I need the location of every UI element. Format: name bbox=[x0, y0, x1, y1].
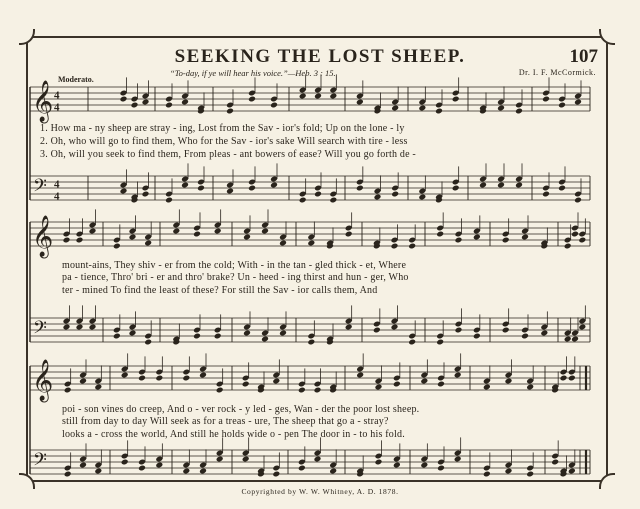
note-head bbox=[356, 99, 364, 106]
note-head bbox=[408, 243, 416, 250]
note-head bbox=[526, 471, 534, 478]
note-head bbox=[307, 240, 315, 247]
note-head bbox=[165, 102, 173, 109]
lyric-line: 1. How ma - ny sheep are stray - ing, Lost from the Sav - ior's fold; Up on the lone - ly bbox=[40, 123, 405, 134]
note-head bbox=[314, 191, 322, 198]
note-head bbox=[454, 372, 462, 379]
note-head bbox=[505, 378, 513, 385]
note-head bbox=[558, 102, 566, 109]
note-head bbox=[243, 234, 251, 241]
note-head bbox=[558, 185, 566, 192]
note-head bbox=[89, 228, 97, 235]
note-head bbox=[329, 93, 337, 100]
composer-credit: Dr. I. F. McCormick. bbox=[518, 68, 596, 77]
note-head bbox=[226, 188, 234, 195]
note-head bbox=[479, 182, 487, 189]
note-head bbox=[298, 465, 306, 472]
note-head bbox=[437, 465, 445, 472]
note-head bbox=[299, 93, 307, 100]
lyric-line: ter - mined To find the least of these? For still the Sav - ior calls them, And bbox=[62, 285, 378, 296]
lyric-line: still from day to day Will seek as for a treas - ure, The sheep that go a - stray? bbox=[62, 416, 389, 427]
copyright-notice: Copyrighted by W. W. Whitney, A. D. 1878. bbox=[241, 487, 399, 496]
note-head bbox=[63, 237, 71, 244]
note-head bbox=[497, 105, 505, 112]
note-head bbox=[182, 375, 190, 382]
note-head bbox=[473, 333, 481, 340]
note-head bbox=[437, 381, 445, 388]
note-head bbox=[420, 462, 428, 469]
note-head bbox=[76, 237, 84, 244]
note-head bbox=[165, 197, 173, 204]
note-head bbox=[568, 375, 576, 382]
note-head bbox=[502, 327, 510, 334]
lyric-line: poi - son vines do creep, And o - ver rock - y led - ges, Wan - der the poor lost sheep. bbox=[62, 404, 420, 415]
note-head bbox=[435, 108, 443, 115]
note-head bbox=[155, 462, 163, 469]
note-head bbox=[515, 182, 523, 189]
note-head bbox=[120, 188, 128, 195]
note-head bbox=[94, 384, 102, 391]
lyric-line: 2. Oh, who will go to find them, Who for the Sav - ior's sake Will search with tire - less bbox=[40, 136, 408, 147]
note-head bbox=[505, 468, 513, 475]
treble-clef-icon: 𝄞 bbox=[32, 80, 54, 122]
note-head bbox=[113, 333, 121, 340]
bass-clef-icon: 𝄢 bbox=[33, 176, 47, 202]
note-head bbox=[279, 240, 287, 247]
note-head bbox=[299, 197, 307, 204]
note-head bbox=[420, 378, 428, 385]
time-signature: 4 bbox=[54, 101, 60, 114]
note-head bbox=[314, 93, 322, 100]
lyric-line: looks a - cross the world, And still he holds wide o - pen The door in - to his fold. bbox=[62, 429, 405, 440]
note-head bbox=[181, 99, 189, 106]
note-head bbox=[144, 339, 152, 346]
note-head bbox=[564, 243, 572, 250]
note-head bbox=[391, 324, 399, 331]
note-head bbox=[408, 339, 416, 346]
note-head bbox=[144, 240, 152, 247]
note-head bbox=[329, 468, 337, 475]
note-head bbox=[272, 378, 280, 385]
note-head bbox=[216, 387, 224, 394]
note-head bbox=[279, 330, 287, 337]
note-head bbox=[129, 330, 137, 337]
note-head bbox=[542, 96, 550, 103]
note-head bbox=[375, 459, 383, 466]
note-head bbox=[542, 191, 550, 198]
note-head bbox=[129, 234, 137, 241]
note-head bbox=[521, 234, 529, 241]
note-head bbox=[181, 182, 189, 189]
time-signature: 4 bbox=[54, 178, 60, 191]
note-head bbox=[113, 243, 121, 250]
note-head bbox=[272, 471, 280, 478]
note-head bbox=[454, 456, 462, 463]
note-head bbox=[452, 185, 460, 192]
note-head bbox=[138, 465, 146, 472]
note-head bbox=[120, 96, 128, 103]
note-head bbox=[121, 459, 129, 466]
note-head bbox=[452, 96, 460, 103]
bass-clef-icon: 𝄢 bbox=[33, 318, 47, 344]
note-head bbox=[578, 237, 586, 244]
note-head bbox=[193, 333, 201, 340]
note-head bbox=[515, 108, 523, 115]
note-head bbox=[261, 336, 269, 343]
note-head bbox=[199, 468, 207, 475]
lyric-line: pa - tience, Thro' bri - er and thro' brake? Un - heed - ing thirst and hun - ger, Who bbox=[62, 272, 409, 283]
time-signature: 4 bbox=[54, 190, 60, 203]
note-head bbox=[497, 182, 505, 189]
note-head bbox=[418, 105, 426, 112]
note-head bbox=[197, 185, 205, 192]
note-head bbox=[307, 339, 315, 346]
note-head bbox=[76, 324, 84, 331]
note-head bbox=[574, 99, 582, 106]
note-head bbox=[391, 191, 399, 198]
note-head bbox=[142, 99, 150, 106]
note-head bbox=[571, 336, 579, 343]
note-head bbox=[374, 194, 382, 201]
time-signature: 4 bbox=[54, 89, 60, 102]
note-head bbox=[418, 194, 426, 201]
note-head bbox=[314, 387, 322, 394]
page-number: 107 bbox=[569, 46, 598, 67]
note-head bbox=[373, 327, 381, 334]
note-head bbox=[248, 185, 256, 192]
tempo-marking: Moderato. bbox=[58, 75, 94, 84]
note-head bbox=[79, 378, 87, 385]
note-head bbox=[375, 384, 383, 391]
note-head bbox=[540, 330, 548, 337]
note-head bbox=[121, 372, 129, 379]
note-head bbox=[89, 324, 97, 331]
bass-clef-icon: 𝄢 bbox=[33, 450, 47, 476]
note-head bbox=[521, 333, 529, 340]
note-head bbox=[502, 237, 510, 244]
note-head bbox=[345, 324, 353, 331]
note-head bbox=[356, 185, 364, 192]
note-head bbox=[64, 471, 72, 478]
note-head bbox=[94, 468, 102, 475]
note-head bbox=[455, 237, 463, 244]
note-head bbox=[155, 375, 163, 382]
note-head bbox=[564, 336, 572, 343]
note-head bbox=[436, 231, 444, 238]
note-head bbox=[242, 456, 250, 463]
note-head bbox=[391, 105, 399, 112]
note-head bbox=[571, 231, 579, 238]
note-head bbox=[356, 372, 364, 379]
note-head bbox=[393, 381, 401, 388]
note-head bbox=[568, 468, 576, 475]
note-head bbox=[63, 324, 71, 331]
note-head bbox=[248, 96, 256, 103]
hymn-title: SEEKING THE LOST SHEEP. bbox=[174, 46, 466, 67]
treble-clef-icon: 𝄞 bbox=[32, 215, 54, 257]
note-head bbox=[483, 471, 491, 478]
note-head bbox=[345, 231, 353, 238]
note-head bbox=[578, 324, 586, 331]
scripture-epigraph: “To-day, if ye will hear his voice.”—Heb. 3 : 15. bbox=[170, 68, 336, 78]
note-head bbox=[214, 333, 222, 340]
note-head bbox=[64, 387, 72, 394]
note-head bbox=[314, 456, 322, 463]
note-head bbox=[298, 387, 306, 394]
note-head bbox=[329, 197, 337, 204]
note-head bbox=[551, 459, 559, 466]
note-head bbox=[473, 234, 481, 241]
note-head bbox=[243, 330, 251, 337]
note-head bbox=[270, 182, 278, 189]
note-head bbox=[199, 372, 207, 379]
note-head bbox=[393, 462, 401, 469]
note-head bbox=[216, 456, 224, 463]
note-head bbox=[226, 108, 234, 115]
note-head bbox=[560, 375, 568, 382]
note-head bbox=[182, 468, 190, 475]
note-head bbox=[138, 375, 146, 382]
note-head bbox=[436, 339, 444, 346]
note-head bbox=[79, 462, 87, 469]
note-head bbox=[131, 102, 139, 109]
note-head bbox=[193, 231, 201, 238]
note-head bbox=[270, 102, 278, 109]
treble-clef-icon: 𝄞 bbox=[32, 359, 54, 401]
note-head bbox=[214, 228, 222, 235]
note-head bbox=[142, 191, 150, 198]
lyric-line: 3. Oh, will you seek to find them, From pleas - ant bowers of ease? Will you go forth de - bbox=[40, 149, 416, 160]
note-head bbox=[526, 384, 534, 391]
note-head bbox=[242, 381, 250, 388]
note-head bbox=[574, 197, 582, 204]
note-head bbox=[261, 228, 269, 235]
note-head bbox=[455, 327, 463, 334]
note-head bbox=[391, 243, 399, 250]
lyric-line: mount-ains, They shiv - er from the cold; With - in the tan - gled thick - et, Where bbox=[62, 260, 407, 271]
note-head bbox=[483, 384, 491, 391]
note-head bbox=[172, 228, 180, 235]
